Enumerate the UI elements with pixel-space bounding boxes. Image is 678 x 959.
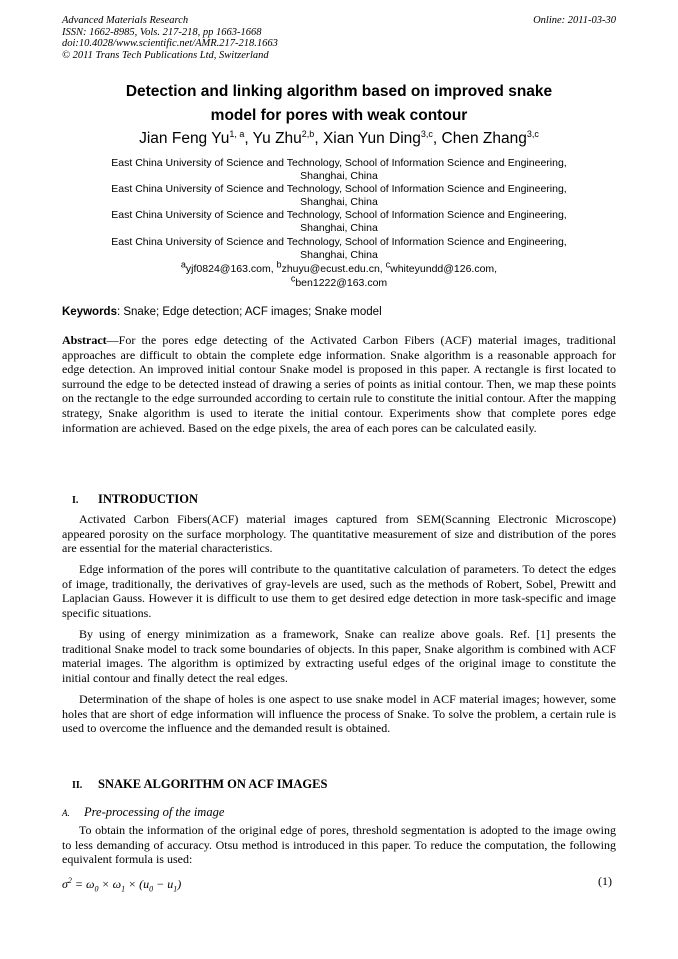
email-sup: c (290, 273, 296, 284)
email-sup: b (276, 259, 282, 270)
section-title: SNAKE ALGORITHM ON ACF IMAGES (98, 777, 328, 791)
journal-name: Advanced Materials Research (62, 15, 189, 26)
paragraph: By using of energy minimization as a framework, Snake can realize above goals. Ref. [1] presents the traditional Snake model to track some boundaries of objects. In this paper, Snake algorithm is combined with ACF material images. The algorithm is optimized by extracting useful edges of the original image to constitute the initial contour and finally detect the real edges. (62, 627, 616, 685)
doi-line: doi:10.4028/www.scientific.net/AMR.217-218.1663 (62, 38, 278, 49)
affiliation-line: East China University of Science and Technology, School of Information Science and Engineering, (111, 157, 567, 169)
equation-1 (62, 874, 616, 896)
title-line-2: model for pores with weak contour (210, 107, 468, 124)
section-number: I. (72, 495, 79, 506)
author-affil-sup: 1, a (229, 128, 245, 139)
keywords-label: Keywords (62, 306, 117, 318)
issn-line: ISSN: 1662-8985, Vols. 217-218, pp 1663-1668 (62, 26, 262, 38)
email-link[interactable]: ben1222@163.com (295, 277, 388, 289)
introduction-body (62, 512, 616, 742)
preprocessing-body (62, 823, 616, 873)
equation-formula: $\sigma^2 = \omega_0 \times \omega_1 \times (u_0 - u_1)$ (62, 876, 182, 894)
equation-number: (1) (598, 874, 612, 888)
affiliation-city: Shanghai, China (300, 248, 378, 261)
paragraph: Determination of the shape of holes is one aspect to use snake model in ACF material images; however, some holes that are short of edge information will influence the process of Snake. To solve the problem, a certain rule is used to overcome the influence and the demanded result is obtained. (62, 692, 616, 736)
title-line-1: Detection and linking algorithm based on improved snake (125, 83, 553, 100)
author-affil-sup: 3,c (526, 128, 539, 139)
author-name: Chen Zhang (441, 130, 527, 147)
journal-header (62, 15, 278, 61)
email-link[interactable]: whiteyundd@126.com, (390, 263, 498, 275)
paper-title (62, 80, 616, 128)
affiliation-line: East China University of Science and Technology, School of Information Science and Engineering, (111, 183, 567, 196)
affiliation-city: Shanghai, China (300, 196, 378, 209)
paragraph: Edge information of the pores will contribute to the quantitative calculation of parameters. To detect the edges of image, traditionally, the derivatives of gray-levels are used, such as the methods of Robert, Sobel, Prewitt and Laplacian Gauss. However it is difficult to use them to get desired edge detection in more task-specific and image specific situations. (62, 562, 616, 621)
paragraph: Activated Carbon Fibers(ACF) material images captured from SEM(Scanning Electronic Microscope) appeared porosity on the surface morphology. The quantitative measurement of size and distribution of the pores are essential for the material characteristics. (62, 512, 616, 556)
author-list: Jian Feng Yu$^{1, a}$, Yu Zhu$^{2,b}$, Xian Yun Ding$^{3,c}$, Chen Zhang$^{3,c}$ (139, 128, 539, 147)
keywords-text: : Snake; Edge detection; ACF images; Snake model (116, 306, 382, 318)
abstract (62, 333, 616, 435)
paragraph: To obtain the information of the original edge of pores, threshold segmentation is adopted to the image owing to less demanding of accuracy. Otsu method is introduced in this paper. To reduce the computation, the following equivalent formula is used: (62, 823, 616, 867)
section-heading-snake-algorithm (62, 776, 616, 794)
author-affil-sup: 3,c (420, 128, 433, 139)
affiliation-list (62, 157, 616, 262)
section-title: INTRODUCTION (98, 492, 199, 506)
author-name: Yu Zhu (252, 130, 302, 147)
affiliation-line: East China University of Science and Technology, School of Information Science and Engineering, (111, 235, 567, 248)
email-list (62, 259, 616, 290)
affiliation-city: Shanghai, China (300, 170, 378, 183)
section-heading-introduction (62, 491, 616, 509)
abstract-label: Abstract (62, 333, 107, 347)
section-number: II. (72, 780, 83, 791)
affiliation-line: East China University of Science and Technology, School of Information Science and Engineering, (111, 209, 567, 222)
subsection-number: A. (62, 808, 70, 818)
email-sup: c (385, 259, 391, 270)
subsection-title: Pre-processing of the image (84, 805, 225, 819)
author-affil-sup: 2,b (301, 128, 315, 139)
email-link[interactable]: zhuyu@ecust.edu.cn, (281, 263, 386, 275)
author-name: Xian Yun Ding (322, 130, 421, 147)
subsection-heading (62, 804, 224, 821)
abstract-text: —For the pores edge detecting of the Activated Carbon Fibers (ACF) material images, traditional approaches are difficult to obtain the complete edge information. Snake algorithm is a reasonable approach for edge detection. An improved initial contour Snake model is proposed in this paper. A rectangle is first located to surround the edge to be detected instead of drawing a series of points as initial contour. Then, we map these points on the rectangle to the edge surrounded according to certain rule to constitute the initial contour. After the mapping strategy, Snake algorithm is used to iterate the initial contour. Experiments show that complete pores edge information are achieved. Based on the edge pixels, the area of each pores can be calculated easily. (62, 333, 616, 435)
affiliation-city: Shanghai, China (300, 222, 378, 235)
author-name: Jian Feng Yu (139, 130, 230, 147)
keywords (62, 305, 616, 319)
email-sup: a (180, 259, 186, 270)
copyright-line: © 2011 Trans Tech Publications Ltd, Switzerland (62, 49, 269, 61)
email-link[interactable]: yjf0824@163.com, (185, 263, 277, 275)
online-date: Online: 2011-03-30 (533, 15, 616, 26)
